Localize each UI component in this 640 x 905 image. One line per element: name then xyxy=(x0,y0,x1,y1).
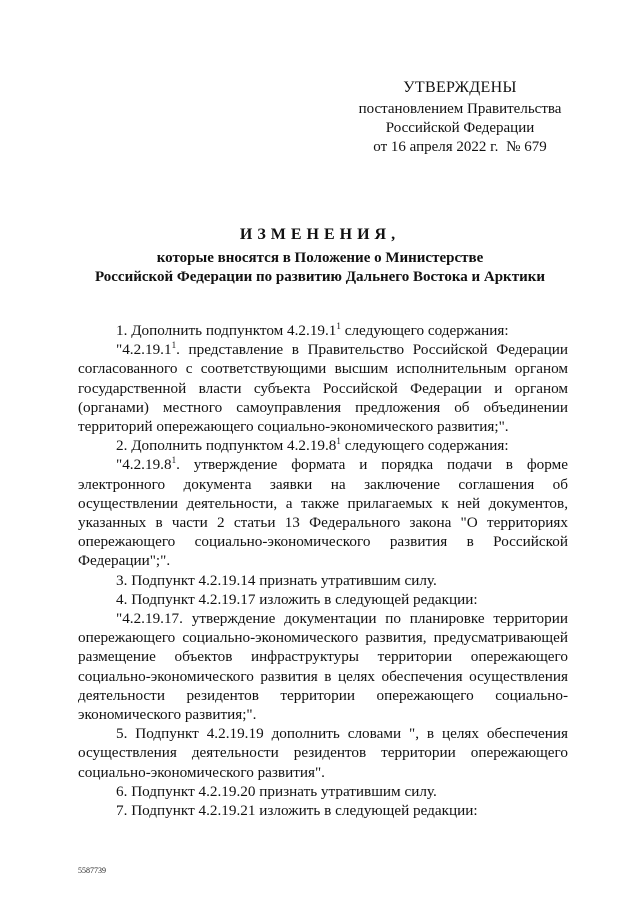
paragraph-4 xyxy=(78,455,568,570)
paragraph-9: 6. Подпункт 4.2.19.20 признать утратившим силу. xyxy=(116,782,437,800)
subtitle-line-1: которые вносятся в Положение о Министерстве xyxy=(156,250,484,266)
approval-line-2: Российской Федерации xyxy=(385,120,535,136)
paragraph-1-text: 1. Дополнить подпунктом 4.2.19.1 xyxy=(116,322,337,339)
paragraph-3-text: 2. Дополнить подпунктом 4.2.19.8 xyxy=(116,437,337,455)
document-code: 5587739 xyxy=(78,866,106,875)
paragraph-4-text-end: . утверждение формата и порядка подачи в форме электронного документа заявки на заключение соглашения об осуществлении деятельности, а также прилагаемых к ней документов, указанных в части 2 статьи 13 Федерального закона "О территориях опережающего социально-экономического развития в Российской Федерации";". xyxy=(78,456,568,570)
paragraph-6: 4. Подпункт 4.2.19.17 изложить в следующей редакции: xyxy=(116,590,478,608)
approval-block xyxy=(350,78,570,157)
paragraph-8: 5. Подпункт 4.2.19.19 дополнить словами ", в целях обеспечения осуществления деятельности резидентов территории опережающего социально-экономического развития". xyxy=(78,725,568,781)
paragraph-7: "4.2.19.17. утверждение документации по планировке территории опережающего социально-экономического развития, предусматривающей размещение объектов инфраструктуры территории опережающего социально-экономического развития в целях обеспечения осуществления деятельности резидентов территории опережающего социально-экономического развития;". xyxy=(78,610,568,724)
approval-number: 679 xyxy=(524,139,547,155)
paragraph-2-text: "4.2.19.1 xyxy=(116,341,172,359)
approval-number-sign: № xyxy=(506,139,521,155)
paragraph-1-superscript: 1 xyxy=(336,320,341,331)
paragraph-3-superscript: 1 xyxy=(336,436,341,447)
approval-date: от 16 апреля 2022 г. xyxy=(373,139,499,155)
paragraph-3 xyxy=(78,436,568,455)
paragraph-1 xyxy=(78,321,568,340)
paragraph-10: 7. Подпункт 4.2.19.21 изложить в следующей редакции: xyxy=(116,802,478,820)
document-title: ИЗМЕНЕНИЯ, xyxy=(239,226,401,243)
subtitle-line-2: Российской Федерации по развитию Дальнего Востока и Арктики xyxy=(94,269,545,285)
paragraph-4-superscript: 1 xyxy=(171,455,177,466)
paragraph-5: 3. Подпункт 4.2.19.14 признать утратившим силу. xyxy=(116,571,437,589)
approval-stamp: УТВЕРЖДЕНЫ xyxy=(403,79,517,96)
document-body xyxy=(78,321,568,820)
paragraph-2 xyxy=(78,340,568,436)
approval-date-line xyxy=(350,138,570,157)
approval-line-1: постановлением Правительства xyxy=(358,101,562,117)
paragraph-4-text: "4.2.19.8 xyxy=(116,456,172,474)
paragraph-2-text-end: . представление в Правительство Российской Федерации согласованного с соответствующими высшим исполнительным органом государственной власти субъекта Российской Федерации и органом (органами) местного самоуправления предложения об объединении территорий опережающего социально-экономического развития;". xyxy=(78,341,568,436)
paragraph-1-text-end: следующего содержания: xyxy=(340,322,509,339)
paragraph-2-superscript: 1 xyxy=(171,340,177,351)
document-subtitle xyxy=(60,249,580,287)
paragraph-3-text-end: следующего содержания: xyxy=(340,437,509,455)
